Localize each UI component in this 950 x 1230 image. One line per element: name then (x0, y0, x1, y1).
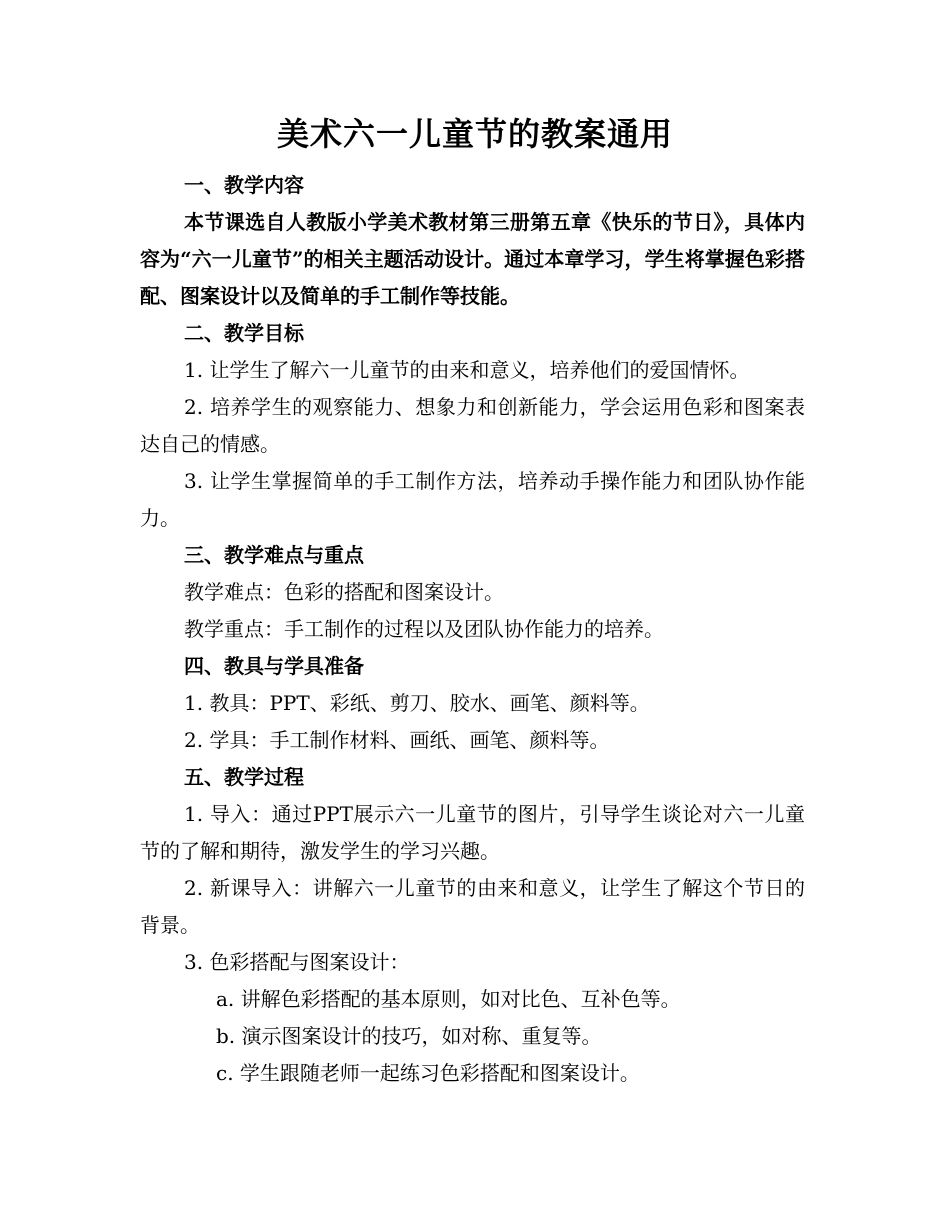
section-heading-difficulties: 三、教学难点与重点 (184, 543, 364, 567)
material-item: 1. 教具：PPT、彩纸、剪刀、胶水、画笔、颜料等。 (184, 691, 650, 715)
process-subitem: b. 演示图案设计的技巧，如对称、重复等。 (216, 1024, 602, 1048)
objective-item: 3. 让学生掌握简单的手工制作方法，培养动手操作能力和团队协作能力。 (140, 469, 805, 530)
document-body (140, 167, 805, 1092)
process-subitem: c. 学生跟随老师一起练习色彩搭配和图案设计。 (216, 1061, 640, 1085)
section-heading-materials: 四、教具与学具准备 (184, 654, 364, 678)
material-item: 2. 学具：手工制作材料、画纸、画笔、颜料等。 (184, 728, 610, 752)
process-item: 1. 导入：通过PPT展示六一儿童节的图片，引导学生谈论对六一儿童节的了解和期待，激发学生的学习兴趣。 (140, 802, 805, 863)
objective-item: 1. 让学生了解六一儿童节的由来和意义，培养他们的爱国情怀。 (184, 358, 750, 382)
process-item: 3. 色彩搭配与图案设计： (184, 950, 410, 974)
objective-item: 2. 培养学生的观察能力、想象力和创新能力，学会运用色彩和图案表达自己的情感。 (140, 395, 805, 456)
content-paragraph: 本节课选自人教版小学美术教材第三册第五章《快乐的节日》，具体内容为“六一儿童节”的相关主题活动设计。通过本章学习，学生将掌握色彩搭配、图案设计以及简单的手工制作等技能。 (140, 210, 805, 308)
keypoint-item: 教学重点：手工制作的过程以及团队协作能力的培养。 (184, 617, 664, 641)
section-heading-process: 五、教学过程 (184, 765, 304, 789)
difficulty-item: 教学难点：色彩的搭配和图案设计。 (184, 580, 504, 604)
process-subitem: a. 讲解色彩搭配的基本原则，如对比色、互补色等。 (216, 987, 681, 1011)
section-heading-content: 一、教学内容 (184, 173, 304, 197)
section-heading-objectives: 二、教学目标 (184, 321, 304, 345)
process-item: 2. 新课导入：讲解六一儿童节的由来和意义，让学生了解这个节日的背景。 (140, 876, 805, 937)
page-title: 美术六一儿童节的教案通用 (276, 115, 673, 153)
